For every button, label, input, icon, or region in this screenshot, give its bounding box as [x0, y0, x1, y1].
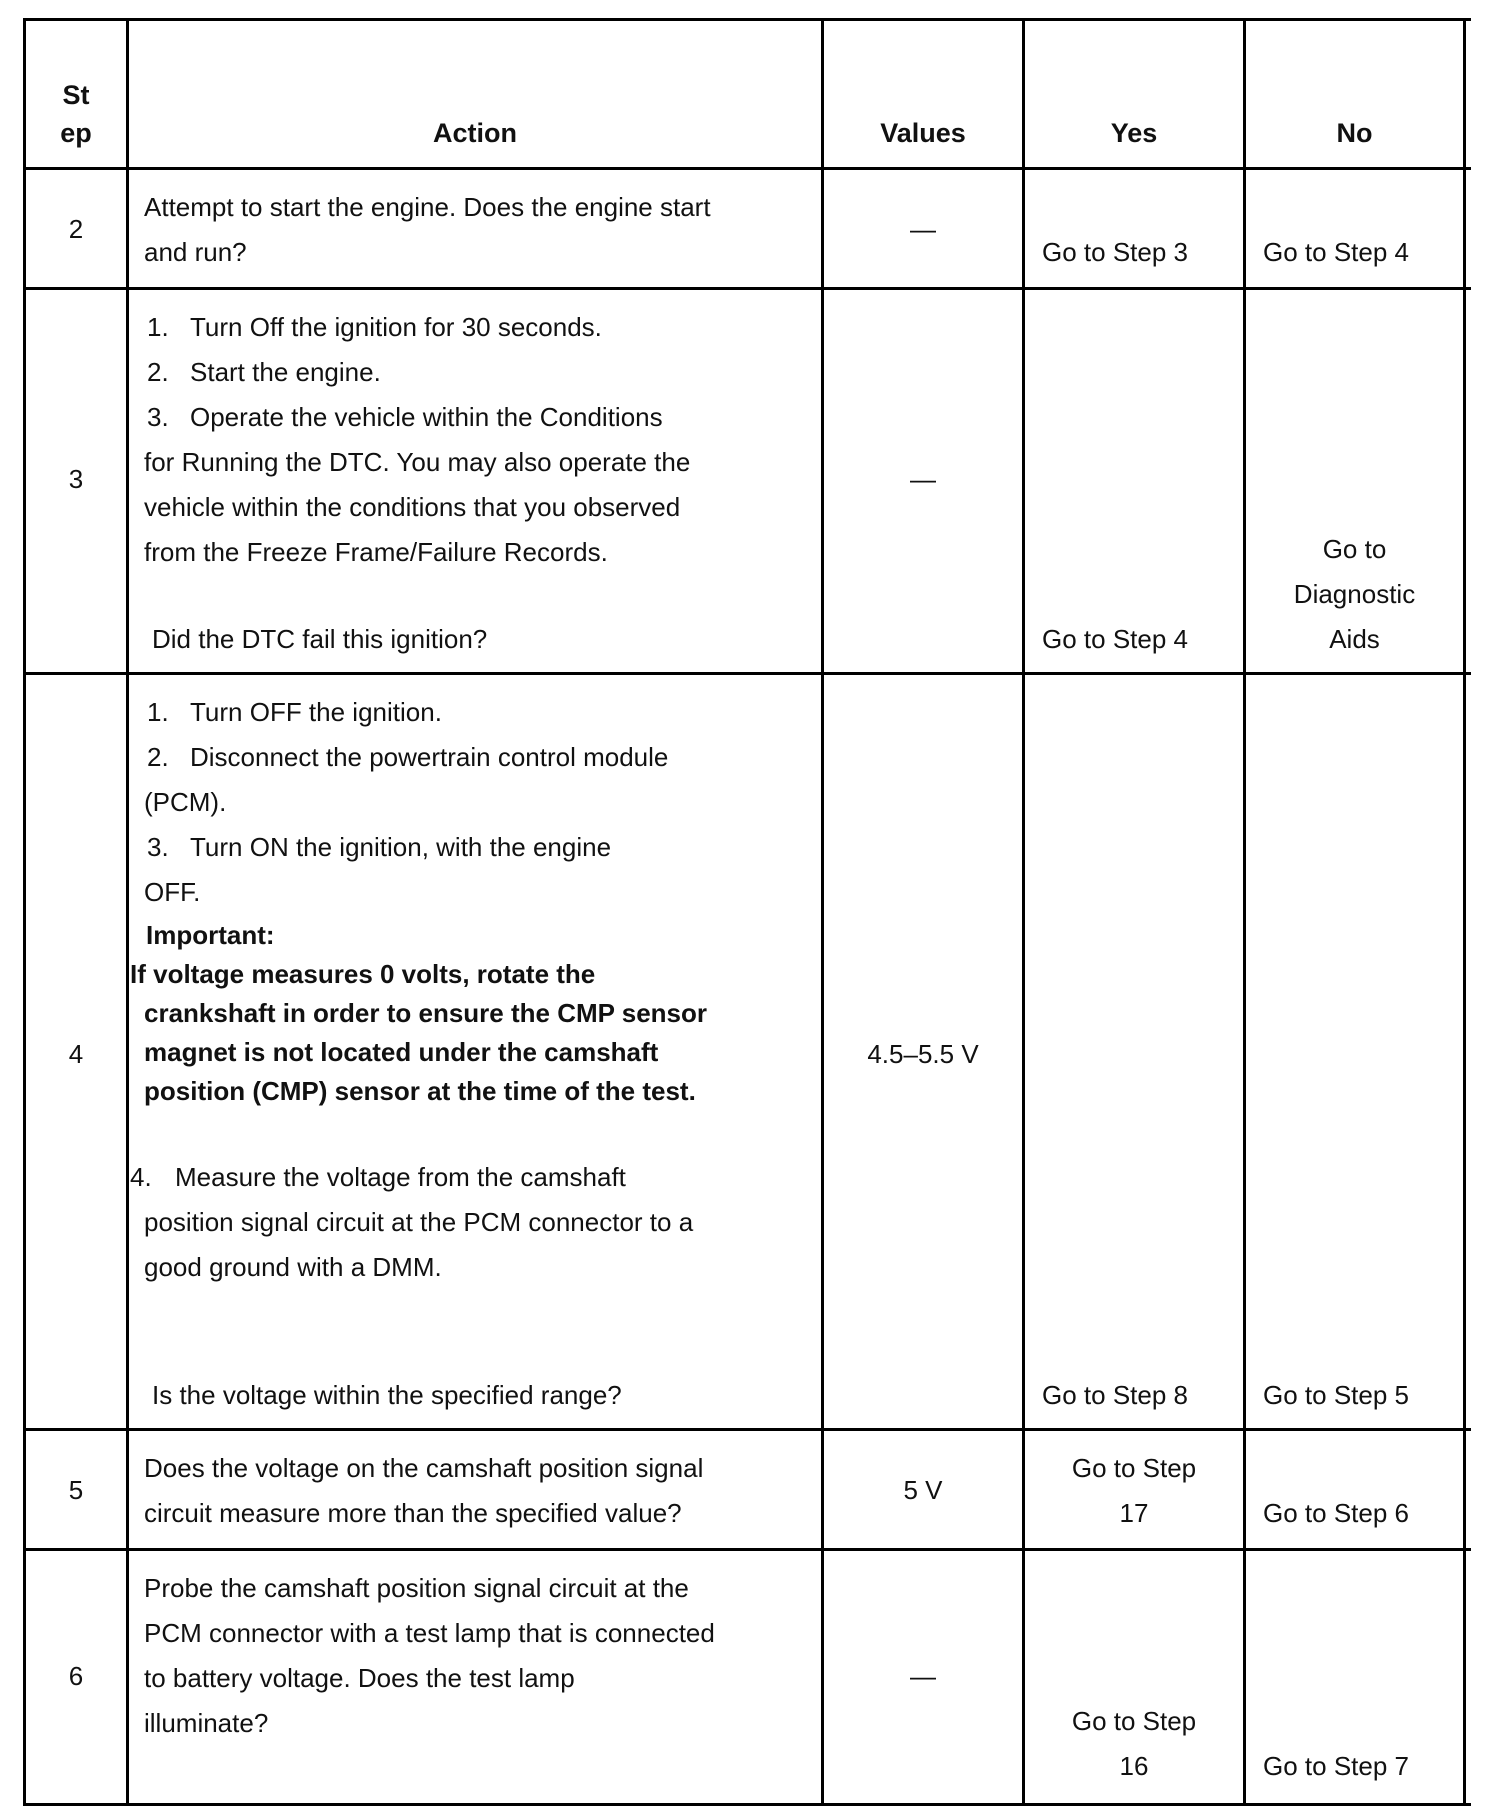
value-text: —	[910, 464, 936, 494]
action-text: 1. Turn OFF the ignition. 2. Disconnect the powertrain control module (PCM). 3. Turn ON the ignition, with the engine OFF.	[144, 690, 814, 915]
question-text: Did the DTC fail this ignition?	[152, 624, 488, 654]
table-border-top	[23, 18, 1471, 21]
row-divider	[23, 1428, 1471, 1431]
header-step: St ep	[60, 80, 92, 148]
column-divider	[1243, 18, 1246, 1806]
step-number: 4	[68, 1039, 84, 1069]
action-text: 1. Turn Off the ignition for 30 seconds. 2. Start the engine. 3. Operate the vehicle within the Conditions for Running the DTC. You may also operate the vehicle within the conditions that you observed from the Freeze Frame/Failure Records.	[144, 305, 814, 575]
header-action: Action	[433, 118, 517, 148]
action-text: 4. Measure the voltage from the camshaft position signal circuit at the PCM connector to a good ground with a DMM.	[130, 1155, 820, 1290]
value-text: 5 V	[903, 1475, 943, 1505]
no-link[interactable]: Go to Diagnostic Aids	[1293, 534, 1416, 654]
step-number: 3	[68, 464, 84, 494]
table-border-right	[1463, 18, 1466, 1806]
column-divider	[821, 18, 824, 1806]
header-divider	[23, 167, 1471, 170]
important-label: Important:	[146, 920, 275, 950]
numbered-step: 4. Measure the voltage from the camshaft	[130, 1162, 626, 1192]
table-border-bottom	[23, 1803, 1471, 1806]
question-text: Is the voltage within the specified range?	[152, 1380, 622, 1410]
table-border-left	[23, 18, 26, 1806]
important-note: If voltage measures 0 volts, rotate the crankshaft in order to ensure the CMP sensor magnet is not located under the camshaft position (CMP) sensor at the time of the test.	[130, 959, 707, 1106]
numbered-step: 2. Disconnect the powertrain control module	[147, 742, 669, 772]
numbered-step: 3. Operate the vehicle within the Conditions	[147, 402, 663, 432]
action-text: Probe the camshaft position signal circuit at the PCM connector with a test lamp that is connected to battery voltage. Does the test lamp illuminate?	[144, 1573, 715, 1738]
action-text: Does the voltage on the camshaft position signal circuit measure more than the specified value?	[144, 1453, 704, 1528]
numbered-step: 2. Start the engine.	[147, 357, 381, 387]
column-divider	[126, 18, 129, 1806]
value-text: 4.5–5.5 V	[867, 1039, 979, 1069]
header-values: Values	[880, 118, 966, 148]
header-yes: Yes	[1110, 118, 1158, 148]
row-divider	[23, 672, 1471, 675]
yes-link[interactable]: Go to Step 3	[1042, 237, 1188, 267]
column-divider	[1022, 18, 1025, 1806]
yes-link[interactable]: Go to Step 8	[1042, 1380, 1188, 1410]
value-text: —	[910, 214, 936, 244]
row-divider	[23, 287, 1471, 290]
numbered-step: 1. Turn OFF the ignition.	[147, 697, 442, 727]
numbered-step: 3. Turn ON the ignition, with the engine	[147, 832, 612, 862]
no-link[interactable]: Go to Step 5	[1263, 1380, 1409, 1410]
step-number: 6	[68, 1661, 84, 1691]
numbered-step: 1. Turn Off the ignition for 30 seconds.	[147, 312, 602, 342]
step-number: 5	[68, 1475, 84, 1505]
yes-link[interactable]: Go to Step 16	[1071, 1706, 1197, 1781]
row-divider	[23, 1548, 1471, 1551]
no-link[interactable]: Go to Step 7	[1263, 1751, 1409, 1781]
action-text: Attempt to start the engine. Does the engine start and run?	[144, 192, 711, 267]
yes-link[interactable]: Go to Step 4	[1042, 624, 1188, 654]
value-text: —	[910, 1661, 936, 1691]
no-link[interactable]: Go to Step 4	[1263, 237, 1409, 267]
header-no: No	[1336, 118, 1373, 148]
step-number: 2	[68, 214, 84, 244]
yes-link[interactable]: Go to Step 17	[1071, 1453, 1197, 1528]
no-link[interactable]: Go to Step 6	[1263, 1498, 1409, 1528]
